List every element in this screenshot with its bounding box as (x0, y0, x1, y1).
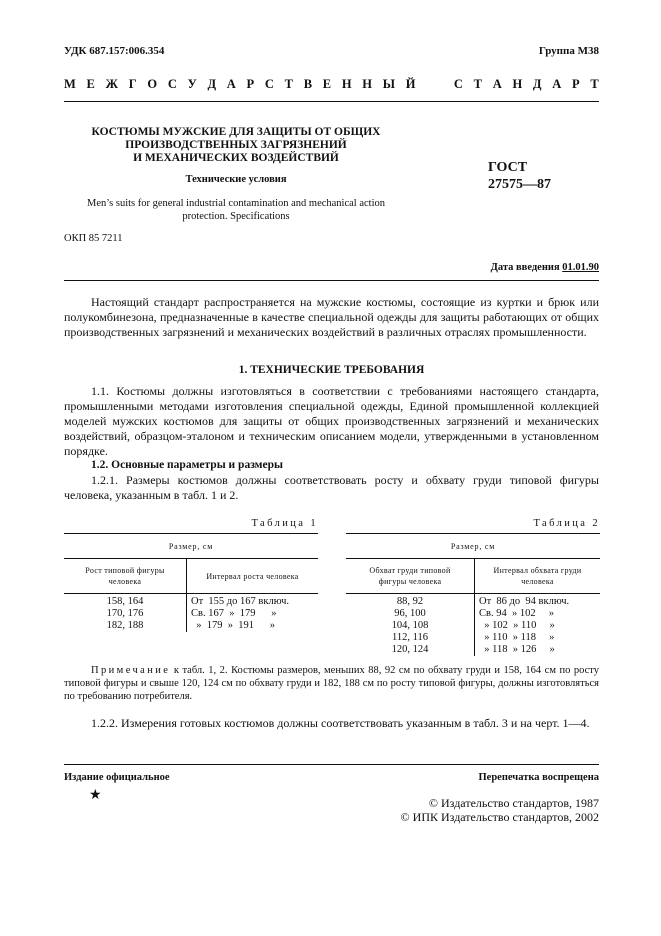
clause-1-1: 1.1. Костюмы должны изготовляться в соответствии с требованиями настоящего стандарта, промышленными методами изготовления специальной одежды, Единой промышленной коллекцией моделей мужских костюмов для защиты от общих производственных загрязнений и механических воздействий, образцом-эталоном и техническим описанием модели, утвержденными в установленном порядке. (64, 384, 599, 458)
table-2-caption: Таблица 2 (533, 518, 600, 529)
heading-letter: Р (571, 77, 580, 91)
heading-letter: Т (284, 77, 293, 91)
english-title-line: protection. Specifications (182, 211, 290, 222)
table-1 (64, 533, 318, 632)
header-rule (64, 101, 599, 102)
official-edition-label: Издание официальное (64, 772, 170, 783)
okp-code: ОКП 85 7211 (64, 233, 123, 244)
heading-letter: Т (590, 77, 599, 91)
divider (64, 280, 599, 281)
heading-letter: В (303, 77, 313, 91)
table-row (64, 594, 318, 633)
heading-letter: М (64, 77, 76, 91)
copyright (401, 796, 599, 824)
heading-letter: Н (362, 77, 373, 91)
note-text: к табл. 1, 2. Костюмы размеров, меньших 88, 92 см по обхвату груди и 158, 164 см по росту типовой фигуры и свыше 120, 124 см по обхвату груди и 182, 188 см по росту типовой фигуры, должны изготовляться по требованию потребителя. (64, 665, 599, 702)
title-line: КОСТЮМЫ МУЖСКИЕ ДЛЯ ЗАЩИТЫ ОТ ОБЩИХ (91, 126, 381, 138)
gost-label: ГОСТ (488, 160, 528, 175)
note-label: Примечание (91, 665, 171, 676)
heading-letter: С (167, 77, 177, 91)
group-code: Группа М38 (538, 45, 599, 57)
star-icon: ★ (89, 788, 102, 803)
table-2-col-2-cell: От 86 до 94 включ. Св. 94 » 102 » » 102 » 110 » » 110 » 118 » » 118 » 126 » (479, 596, 570, 655)
title-line: И МЕХАНИЧЕСКИХ ВОЗДЕЙСТВИЙ (133, 152, 339, 164)
heading-letter: С (264, 77, 274, 91)
english-title (64, 197, 408, 223)
introduction-date (491, 262, 599, 273)
document-title (64, 126, 408, 165)
table-row (346, 594, 600, 657)
heading-letter: Д (207, 77, 217, 91)
table-1-caption: Таблица 1 (251, 518, 318, 529)
footer-rule (64, 764, 599, 765)
heading-letter: Н (341, 77, 352, 91)
clause-1-2-1: 1.2.1. Размеры костюмов должны соответствовать росту и обхвату груди типовой фигуры человека, указанным в табл. 1 и 2. (64, 473, 599, 502)
udk-code: УДК 687.157:006.354 (64, 45, 165, 57)
heading-letter: Г (128, 77, 137, 91)
table-2-col-2-header: Интервал обхвата груди человека (475, 559, 601, 594)
title-line: ПРОИЗВОДСТВЕННЫХ ЗАГРЯЗНЕНИЙ (125, 139, 347, 151)
heading-letter: Ж (105, 77, 118, 91)
heading-letter (440, 77, 443, 92)
table-note (64, 664, 599, 703)
heading-letter: Д (532, 77, 542, 91)
clause-1-2-2: 1.2.2. Измерения готовых костюмов должны соответствовать указанным в табл. 3 и на черт. 1—4. (91, 716, 590, 730)
reprint-notice: Перепечатка воспрещена (478, 772, 599, 783)
english-title-line: Men’s suits for general industrial contamination and mechanical action (87, 198, 385, 209)
document-subtitle: Технические условия (185, 174, 287, 185)
gost-designation (488, 159, 551, 193)
date-label: Дата введения (490, 262, 563, 273)
table-2-col-1-header: Обхват груди типовой фигуры человека (346, 559, 475, 594)
heading-letter: А (492, 77, 502, 91)
heading-letter: А (552, 77, 562, 91)
heading-letter: Т (473, 77, 482, 91)
table-2 (346, 533, 600, 656)
table-2-col-1-cell: 88, 92 96, 100 104, 108 112, 116 120, 124 (346, 594, 475, 657)
heading-letter: Е (322, 77, 332, 91)
date-value: 01.01.90 (562, 262, 599, 273)
copyright-line: © ИПК Издательство стандартов, 2002 (400, 810, 599, 824)
table-1-span-header: Размер, см (64, 534, 318, 559)
subsection-heading: 1.2. Основные параметры и размеры (91, 459, 283, 471)
heading-letter: А (226, 77, 236, 91)
table-1-col-2-header: Интервал роста человека (187, 559, 319, 594)
section-heading: 1. ТЕХНИЧЕСКИЕ ТРЕБОВАНИЯ (238, 364, 425, 376)
heading-letter: С (453, 77, 463, 91)
gost-number: 27575—87 (488, 177, 551, 192)
heading-letter: О (147, 77, 158, 91)
heading-letter: Е (86, 77, 95, 91)
table-1-col-2-cell: От 155 до 167 включ. Св. 167 » 179 » » 179 » 191 » (191, 596, 290, 631)
heading-letter: У (187, 77, 197, 91)
table-1-col-1-header: Рост типовой фигуры человека (64, 559, 187, 594)
intro-paragraph: Настоящий стандарт распространяется на мужские костюмы, состоящие из куртки и брюк или полукомбинезона, предназначенные в качестве специальной одежды для защиты работающих от общих производственных загрязнений и механических воздействий в различных отраслях промышленности. (64, 295, 599, 339)
heading-letter (426, 77, 429, 92)
copyright-line: © Издательство стандартов, 1987 (428, 796, 599, 810)
heading-letter: Ы (382, 77, 396, 91)
heading-letter: Н (512, 77, 523, 91)
standard-type-heading (64, 77, 599, 92)
heading-letter: Р (246, 77, 255, 91)
heading-letter: Й (405, 77, 416, 91)
table-2-span-header: Размер, см (346, 534, 600, 559)
table-1-col-1-cell: 158, 164 170, 176 182, 188 (64, 594, 187, 633)
